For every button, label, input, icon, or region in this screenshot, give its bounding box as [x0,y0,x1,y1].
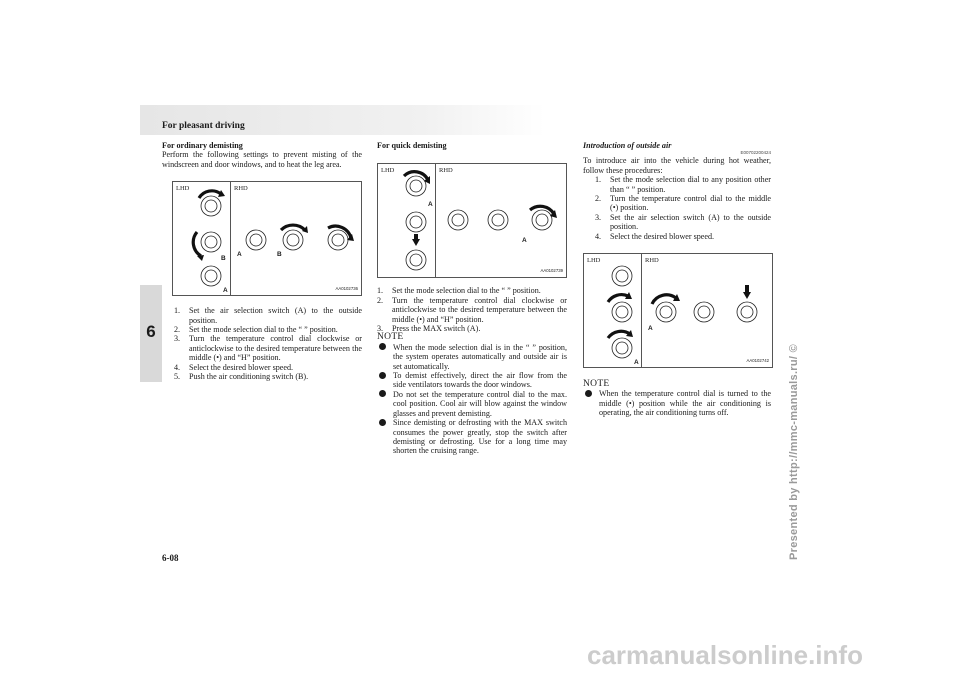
figure-ordinary-demisting [172,181,362,296]
heading-ordinary-demisting: For ordinary demisting [162,141,243,150]
step-item: 5. Push the air conditioning switch (B). [174,372,309,382]
figure-quick-demisting [377,163,567,278]
figure-code: AA0102742 [746,357,769,363]
intro-ordinary-demisting: Perform the following settings to prevent misting of the windscreen and door windows, and to heat the leg area. [162,150,362,169]
step-item: 1. Set the mode selection dial to any position other than “ ” position. [595,175,771,194]
label-b-lhd: B [221,255,226,263]
step-item: 1. Set the mode selection dial to the “ ” position. [377,286,541,296]
lhd-label: LHD [176,185,190,193]
step-item: 3. Set the air selection switch (A) to the outside position. [595,212,771,232]
steps-outside-air [583,175,771,241]
lhd-label: LHD [381,167,395,175]
dial-illustration [173,182,361,295]
figure-outside-air [583,253,773,368]
step-item: 3. Turn the temperature control dial clockwise or anticlockwise to the desired temperature between the middle (•) and “H” position. [174,334,362,363]
notes-outside-air [583,389,771,417]
chapter-number: 6 [146,322,156,341]
steps-ordinary-demisting [162,306,362,381]
note-item: To demist effectively, direct the air flow from the side ventilators towards the door windows. [377,371,567,390]
note-item: When the mode selection dial is in the “ ” position, the system operates automatically and outside air is set automatically. [377,343,567,371]
label-a-lhd: A [428,201,433,209]
label-a-rhd: A [237,251,242,259]
label-b-rhd: B [277,251,282,259]
lhd-label: LHD [587,257,601,265]
label-a-lhd: A [223,287,228,295]
note-item: Do not set the temperature control dial to the max. cool position. Cool air will blow against the window glasses and prevent demisting. [377,390,567,418]
section-code: E00702200424 [740,150,771,156]
step-item: 4. Select the desired blower speed. [595,231,715,241]
rhd-label: RHD [234,185,248,193]
dial-illustration [378,164,566,277]
intro-outside-air: To introduce air into the vehicle during hot weather, follow these procedures: [583,156,771,175]
step-item: 2. Turn the temperature control dial to the middle (•) position. [595,194,771,213]
presenter-watermark: Presented by http://mmc-manuals.ru/ © [788,343,800,560]
figure-code: AA0102736 [335,285,358,291]
steps-quick-demisting [377,286,567,333]
step-item: 4. Select the desired blower speed. [174,362,294,372]
rhd-label: RHD [645,257,659,265]
heading-quick-demisting: For quick demisting [377,141,447,150]
note-title: NOTE [583,379,610,390]
dial-illustration [584,254,772,367]
page-number: 6-08 [162,553,179,563]
label-a-lhd: A [634,359,639,367]
note-item: When the temperature control dial is turned to the middle (•) position while the air conditioning is operating, the air conditioning turns off. [583,389,771,417]
site-watermark: carmanualsonline.info [587,640,863,670]
heading-outside-air: Introduction of outside air [583,141,672,150]
note-item: Since demisting or defrosting with the MAX switch consumes the power greatly, stop the switch after demisting or defrosting. Use for a long time may shorten the cruising range. [377,418,567,456]
step-item: 1. Set the air selection switch (A) to the outside position. [174,306,362,325]
step-item: 2. Turn the temperature control dial clockwise or anticlockwise to the desired temperature between the middle (•) and “H” position. [377,295,567,324]
column-quick-demisting [377,141,567,456]
step-item: 3. Press the MAX switch (A). [377,324,481,334]
section-title: For pleasant driving [162,121,245,131]
column-outside-air [583,141,771,418]
notes-quick-demisting [377,343,567,456]
label-a-rhd: A [522,237,527,245]
column-ordinary-demisting [162,141,362,381]
rhd-label: RHD [439,167,453,175]
label-a-rhd: A [648,325,653,333]
note-title: NOTE [377,332,404,343]
figure-code: AA0102739 [540,268,563,273]
step-item: 2. Set the mode selection dial to the “ ” position. [174,325,338,335]
